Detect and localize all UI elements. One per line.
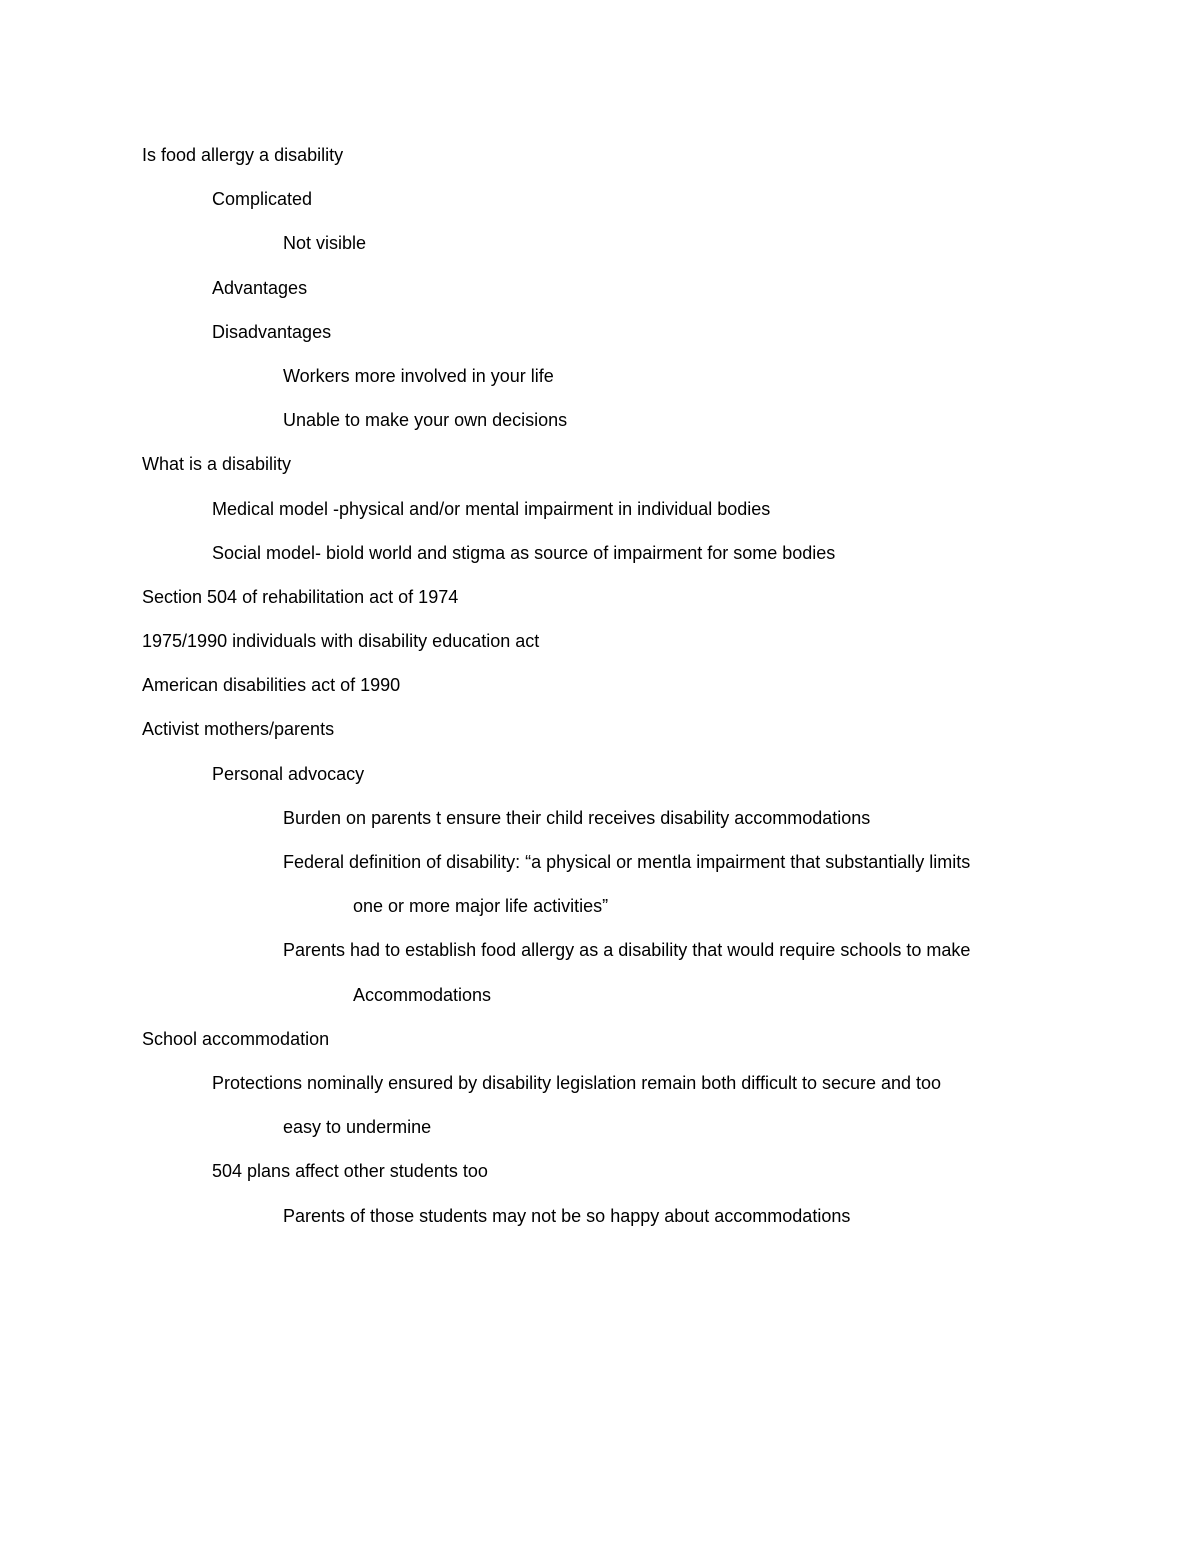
outline-line: School accommodation [142,1028,330,1049]
outline-line: Protections nominally ensured by disability legislation remain both difficult to secure and too [212,1072,942,1093]
outline-line: Personal advocacy [212,763,365,784]
outline-line: Complicated [212,189,313,210]
outline-line: Accommodations [353,984,492,1005]
outline-line: Burden on parents t ensure their child receives disability accommodations [283,807,871,828]
outline-line: Parents of those students may not be so happy about accommodations [283,1205,851,1226]
outline-line: Not visible [283,233,367,254]
outline-line: Workers more involved in your life [283,365,554,386]
outline-line: easy to undermine [283,1117,432,1138]
outline-line: Medical model -physical and/or mental impairment in individual bodies [212,498,771,519]
outline-line: Is food allergy a disability [142,145,344,165]
outline-line: Parents had to establish food allergy as a disability that would require schools to make [283,940,971,961]
outline-line: Advantages [212,277,308,298]
outline-line: Social model- biold world and stigma as source of impairment for some bodies [212,542,836,563]
outline-line: Disadvantages [212,321,332,342]
outline-line: one or more major life activities” [353,896,609,917]
outline-line: American disabilities act of 1990 [142,675,401,696]
outline-line: 504 plans affect other students too [212,1161,488,1182]
outline-notes [142,143,1102,1248]
outline-line: What is a disability [142,454,292,475]
outline-line: Section 504 of rehabilitation act of 1974 [142,586,459,607]
outline-line: Federal definition of disability: “a physical or mentla impairment that substantially limits [283,852,971,872]
outline-line: 1975/1990 individuals with disability education act [142,631,540,652]
outline-line: Unable to make your own decisions [283,410,568,431]
outline-line: Activist mothers/parents [142,719,335,740]
